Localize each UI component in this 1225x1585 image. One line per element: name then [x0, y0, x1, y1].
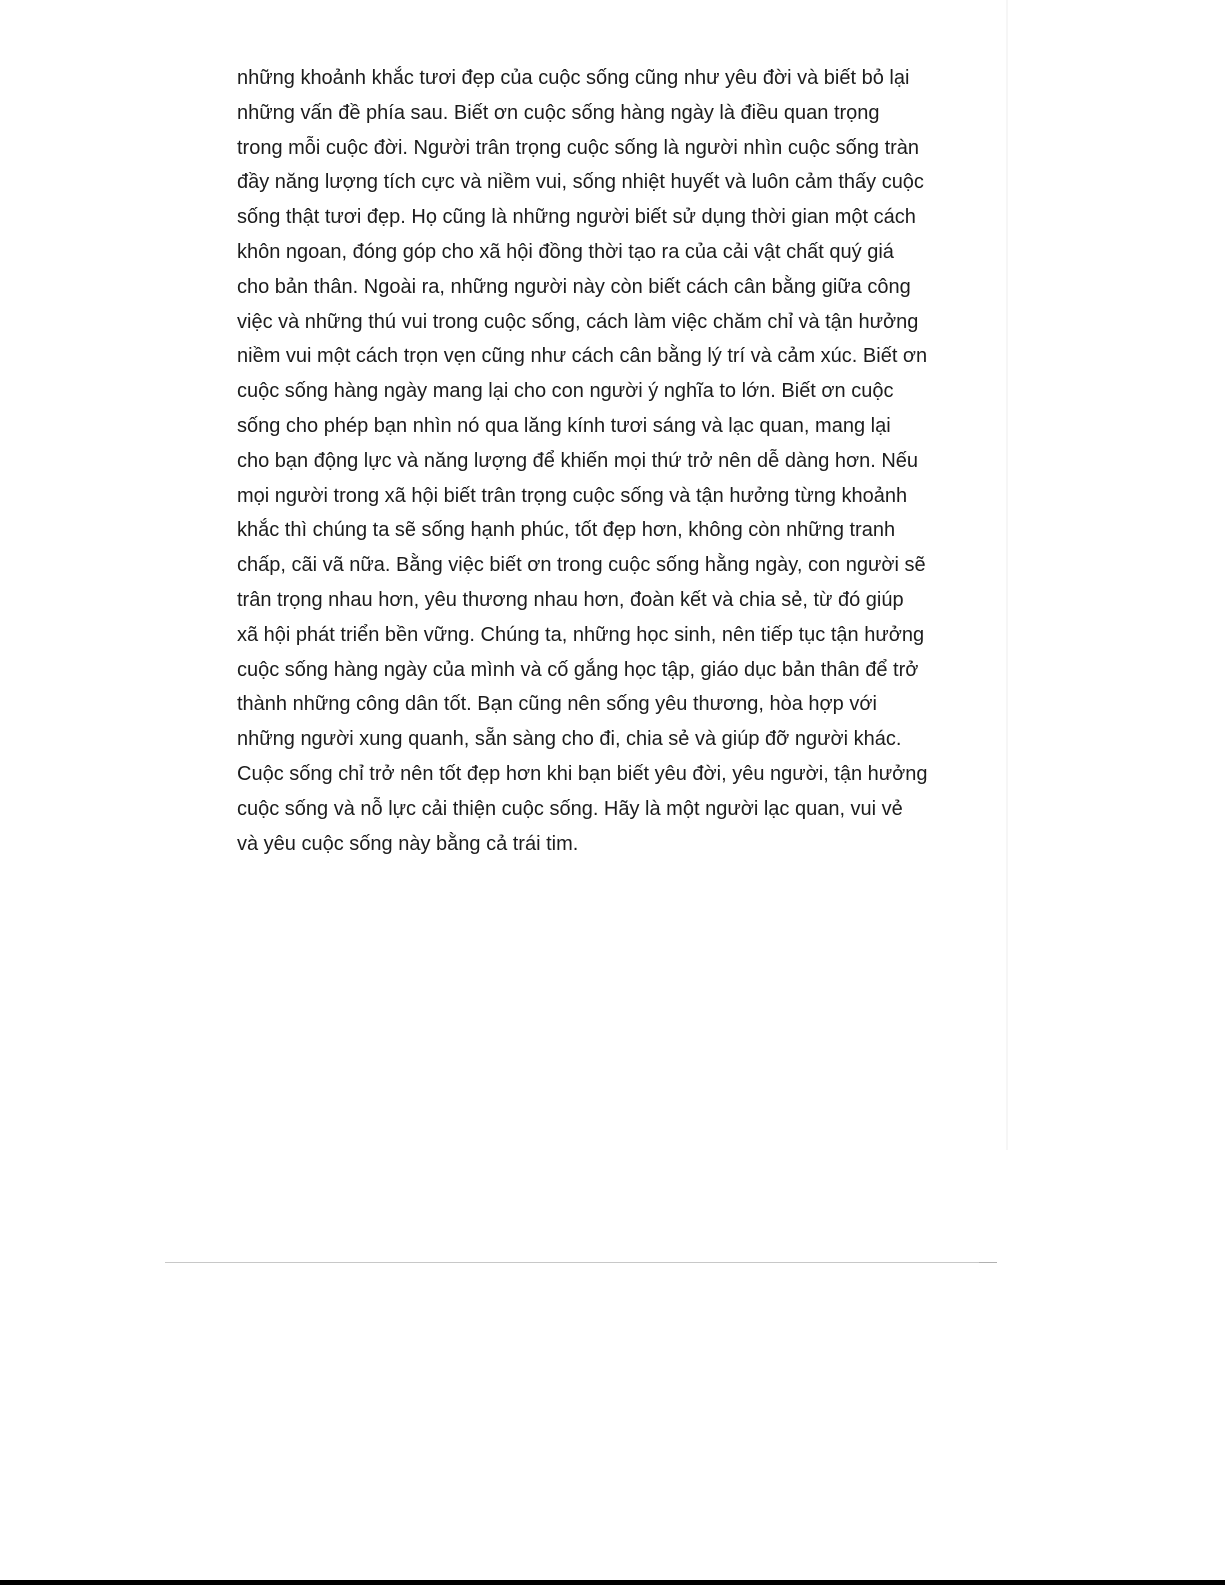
- paragraph-line: trân trọng nhau hơn, yêu thương nhau hơn, đoàn kết và chia sẻ, từ đó giúp: [237, 588, 904, 611]
- paragraph-line: chấp, cãi vã nữa. Bằng việc biết ơn trong cuộc sống hằng ngày, con người sẽ: [237, 554, 926, 577]
- paragraph-line: đầy năng lượng tích cực và niềm vui, sống nhiệt huyết và luôn cảm thấy cuộc: [237, 171, 924, 194]
- paragraph-line: khắc thì chúng ta sẽ sống hạnh phúc, tốt đẹp hơn, không còn những tranh: [237, 519, 896, 542]
- body-paragraph: [237, 61, 997, 861]
- paragraph-line: sống cho phép bạn nhìn nó qua lăng kính tươi sáng và lạc quan, mang lại: [237, 414, 891, 437]
- bottom-edge-bar: [0, 1580, 1225, 1585]
- paragraph-line: cuộc sống hàng ngày của mình và cố gắng học tập, giáo dục bản thân để trở: [237, 658, 919, 681]
- paragraph-line: thành những công dân tốt. Bạn cũng nên sống yêu thương, hòa hợp với: [237, 693, 877, 716]
- paragraph-line: xã hội phát triển bền vững. Chúng ta, những học sinh, nên tiếp tục tận hưởng: [237, 623, 925, 646]
- paragraph-line: và yêu cuộc sống này bằng cả trái tim.: [237, 832, 579, 855]
- page-separator-tail: [979, 1262, 997, 1263]
- paragraph-line: niềm vui một cách trọn vẹn cũng như cách cân bằng lý trí và cảm xúc. Biết ơn: [237, 345, 928, 368]
- paragraph-line: sống thật tươi đẹp. Họ cũng là những người biết sử dụng thời gian một cách: [237, 206, 916, 229]
- paragraph-line: khôn ngoan, đóng góp cho xã hội đồng thời tạo ra của cải vật chất quý giá: [237, 240, 894, 263]
- paragraph-line: cuộc sống và nỗ lực cải thiện cuộc sống. Hãy là một người lạc quan, vui vẻ: [237, 797, 903, 820]
- paragraph-line: cho bản thân. Ngoài ra, những người này còn biết cách cân bằng giữa công: [237, 275, 911, 298]
- page-separator-line: [165, 1262, 997, 1263]
- paragraph-line: Cuộc sống chỉ trở nên tốt đẹp hơn khi bạn biết yêu đời, yêu người, tận hưởng: [237, 762, 928, 785]
- paragraph-line: những người xung quanh, sẵn sàng cho đi, chia sẻ và giúp đỡ người khác.: [237, 728, 902, 751]
- paragraph-line: những khoảnh khắc tươi đẹp của cuộc sống cũng như yêu đời và biết bỏ lại: [237, 67, 910, 89]
- paragraph-line: những vấn đề phía sau. Biết ơn cuộc sống hàng ngày là điều quan trọng: [237, 101, 880, 124]
- paragraph-line: cho bạn động lực và năng lượng để khiến mọi thứ trở nên dễ dàng hơn. Nếu: [237, 449, 919, 472]
- page-edge-shadow: [1006, 0, 1008, 1150]
- paragraph-line: cuộc sống hàng ngày mang lại cho con người ý nghĩa to lớn. Biết ơn cuộc: [237, 380, 894, 403]
- paragraph-line: việc và những thú vui trong cuộc sống, cách làm việc chăm chỉ và tận hưởng: [237, 310, 919, 333]
- paragraph-line: mọi người trong xã hội biết trân trọng cuộc sống và tận hưởng từng khoảnh: [237, 484, 908, 507]
- paragraph-line: trong mỗi cuộc đời. Người trân trọng cuộc sống là người nhìn cuộc sống tràn: [237, 136, 920, 159]
